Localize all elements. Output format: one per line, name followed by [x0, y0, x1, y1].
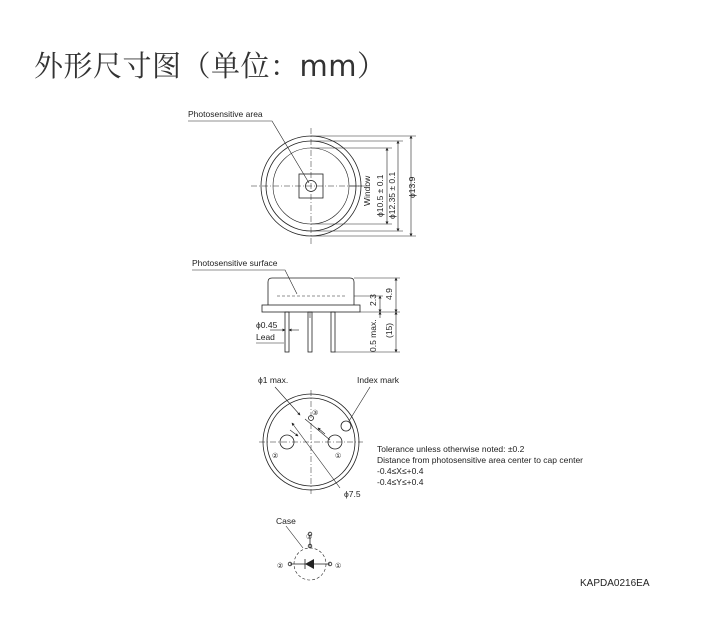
cap-body [268, 278, 354, 305]
lead-dim: ϕ0.45 [256, 320, 278, 330]
case-label: Case [276, 516, 296, 526]
lead-right [331, 312, 335, 352]
pin-3-number: ③ [312, 409, 319, 417]
schematic-pin-2: ② [277, 562, 284, 570]
window-dim: ϕ10.5 ± 0.1 [375, 174, 385, 217]
top-view [188, 109, 417, 244]
drawing-code: KAPDA0216EA [580, 578, 650, 589]
photosensitive-area-label: Photosensitive area [188, 109, 263, 119]
note-tolerance: Tolerance unless otherwise noted: ±0.2 [377, 444, 525, 454]
schematic-pin-3: ③ [306, 533, 313, 541]
cap-dim: ϕ12.35 ± 0.1 [387, 171, 397, 219]
note-distance: Distance from photosensitive area center to cap center [377, 455, 583, 465]
index-mark [341, 421, 351, 431]
pin-1-number: ① [335, 452, 342, 460]
schematic [276, 516, 341, 580]
dim-0-5-max: 0.5 max. [368, 319, 378, 352]
page-title: 外形尺寸图（单位：mm） [34, 49, 387, 83]
photosensitive-surface-label: Photosensitive surface [192, 258, 278, 268]
note-x-range: -0.4≤X≤+0.4 [377, 466, 424, 476]
photosensitive-area-leader [188, 121, 309, 183]
window-label: Window [362, 175, 372, 206]
schematic-pin-1: ① [335, 562, 342, 570]
pin-2-number: ② [272, 452, 279, 460]
dim-4-9: 4.9 [384, 288, 394, 300]
note-y-range: -0.4≤Y≤+0.4 [377, 477, 424, 487]
index-mark-label: Index mark [357, 375, 400, 385]
lead-left [285, 312, 289, 352]
photosensitive-surface-leader [192, 270, 297, 294]
flange [262, 305, 360, 312]
pcd-dim: ϕ7.5 [344, 489, 361, 499]
side-view [192, 258, 400, 352]
flange-dim: ϕ13.9 [407, 176, 417, 198]
lead-label: Lead [256, 332, 275, 342]
dim-15: (15) [384, 322, 394, 338]
diode-symbol [305, 559, 314, 569]
tolerance-notes [377, 444, 583, 487]
pin-dim: ϕ1 max. [258, 375, 289, 385]
dim-2-3: 2.3 [368, 294, 378, 306]
